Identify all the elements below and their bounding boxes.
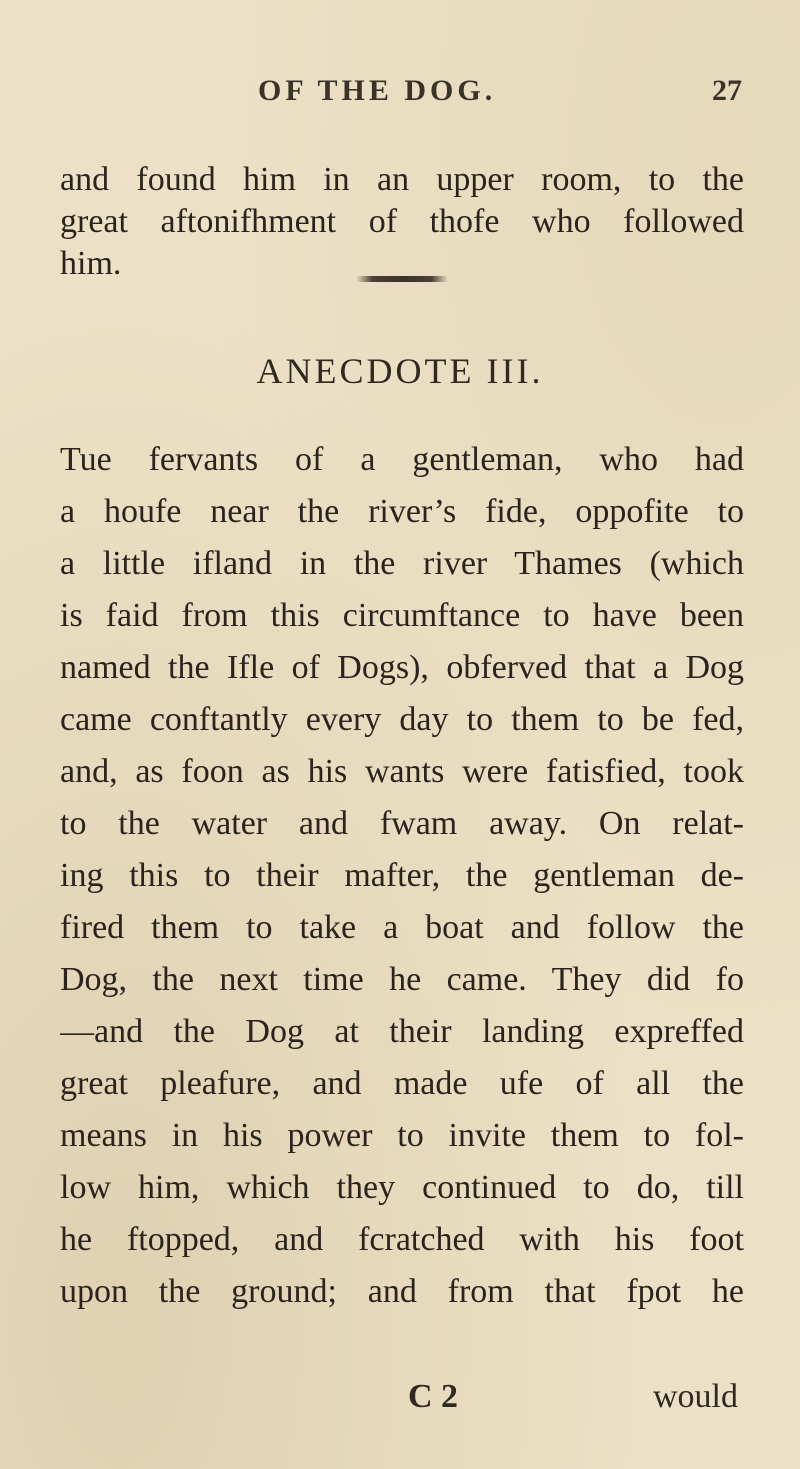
- page-number: 27: [712, 74, 742, 107]
- running-title: OF THE DOG.: [258, 74, 497, 107]
- text-line: means in his power to invite them to fol-: [60, 1117, 744, 1154]
- text-line: a houfe near the river’s fide, oppofite to: [60, 493, 744, 530]
- text-line: came conftantly every day to them to be fed,: [60, 701, 744, 738]
- text-line: low him, which they continued to do, till: [60, 1169, 744, 1206]
- text-line: great pleafure, and made ufe of all the: [60, 1065, 744, 1102]
- section-divider: [356, 276, 448, 282]
- text-line: upon the ground; and from that fpot he: [60, 1273, 744, 1310]
- text-line: and, as foon as his wants were fatisfied, took: [60, 753, 744, 790]
- text-line: fired them to take a boat and follow the: [60, 909, 744, 946]
- signature-mark: C 2: [408, 1378, 459, 1415]
- text-line: Dog, the next time he came. They did fo: [60, 961, 744, 998]
- text-line: —and the Dog at their landing expreffed: [60, 1013, 744, 1050]
- text-line: Tue fervants of a gentleman, who had: [60, 441, 744, 478]
- text-line: him.: [60, 245, 122, 282]
- text-line: named the Ifle of Dogs), obferved that a Dog: [60, 649, 744, 686]
- text-line: to the water and fwam away. On relat-: [60, 805, 744, 842]
- text-line: ing this to their mafter, the gentleman de-: [60, 857, 744, 894]
- text-line: great aftonifhment of thofe who followed: [60, 203, 744, 240]
- catchword: would: [653, 1378, 738, 1415]
- text-line: a little ifland in the river Thames (which: [60, 545, 744, 582]
- running-head: [258, 74, 742, 114]
- text-line: is faid from this circumftance to have been: [60, 597, 744, 634]
- section-heading: ANECDOTE III.: [256, 351, 544, 391]
- text-line: and found him in an upper room, to the: [60, 161, 744, 198]
- text-line: he ftopped, and fcratched with his foot: [60, 1221, 744, 1258]
